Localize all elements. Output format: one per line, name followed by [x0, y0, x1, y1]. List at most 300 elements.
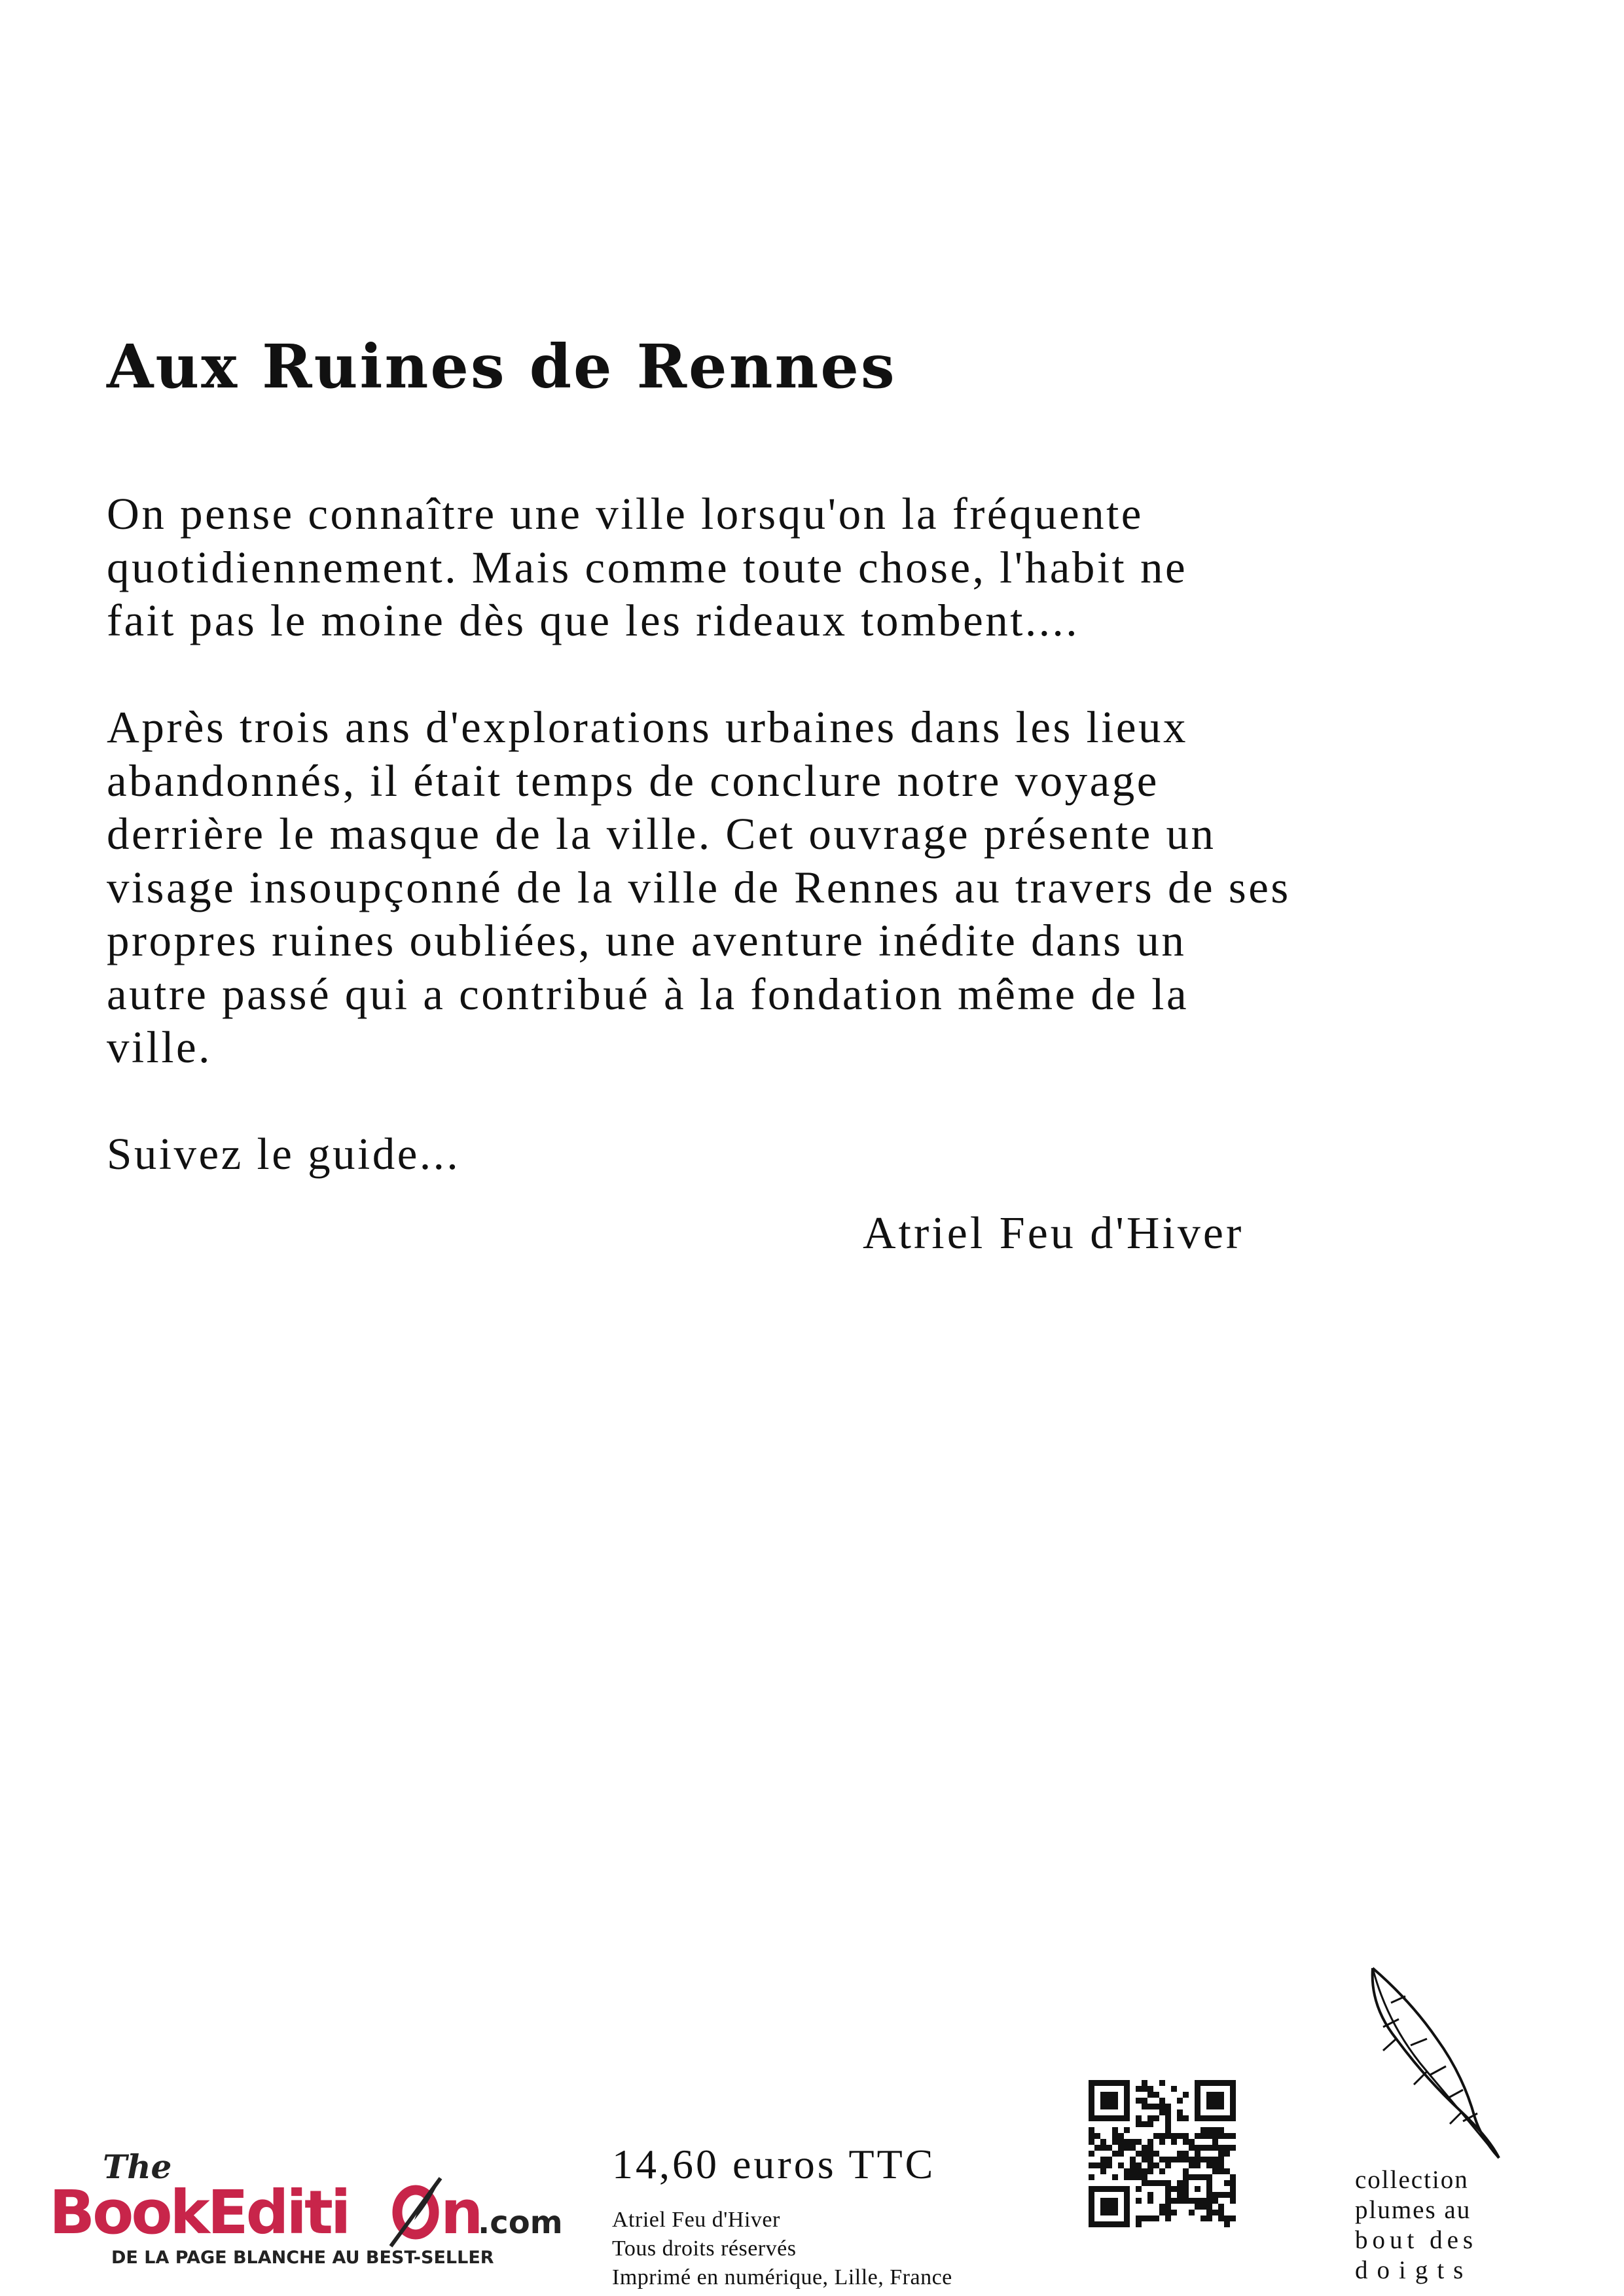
qr-module — [1183, 2174, 1189, 2180]
qr-module — [1159, 2080, 1165, 2086]
qr-module — [1147, 2192, 1153, 2198]
qr-module — [1094, 2162, 1100, 2168]
qr-module — [1136, 2121, 1142, 2127]
qr-module — [1195, 2162, 1200, 2168]
qr-module — [1218, 2204, 1224, 2210]
qr-module — [1212, 2092, 1218, 2098]
qr-module — [1206, 2127, 1212, 2133]
qr-module — [1206, 2157, 1212, 2162]
qr-module — [1230, 2104, 1236, 2109]
qr-module — [1147, 2215, 1153, 2221]
qr-module — [1153, 2115, 1159, 2121]
qr-module — [1089, 2162, 1094, 2168]
qr-module — [1195, 2174, 1200, 2180]
qr-module — [1118, 2151, 1124, 2157]
qr-module — [1124, 2127, 1130, 2133]
qr-module — [1177, 2157, 1183, 2162]
imprint-printed: Imprimé en numérique, Lille, France — [612, 2265, 952, 2289]
qr-module — [1112, 2204, 1118, 2210]
qr-module — [1195, 2157, 1200, 2162]
qr-module — [1112, 2115, 1118, 2121]
qr-module — [1218, 2115, 1224, 2121]
qr-module — [1142, 2086, 1147, 2092]
qr-module — [1118, 2162, 1124, 2168]
collection-line-1: collection — [1355, 2166, 1469, 2194]
qr-module — [1124, 2139, 1130, 2145]
qr-module — [1100, 2092, 1106, 2098]
qr-module — [1130, 2139, 1136, 2145]
qr-module — [1089, 2127, 1094, 2133]
qr-module — [1206, 2133, 1212, 2139]
qr-module — [1089, 2092, 1094, 2098]
qr-module — [1136, 2186, 1142, 2192]
logo-dotcom: .com — [478, 2204, 563, 2241]
qr-module — [1165, 2121, 1171, 2127]
qr-module — [1159, 2204, 1165, 2210]
qr-module — [1165, 2204, 1171, 2210]
blurb-paragraph-3: Suivez le guide... — [107, 1129, 461, 1179]
qr-module — [1124, 2204, 1130, 2210]
qr-module — [1183, 2180, 1189, 2186]
qr-module — [1142, 2174, 1147, 2180]
qr-module — [1124, 2198, 1130, 2204]
qr-module — [1195, 2204, 1200, 2210]
qr-module — [1106, 2157, 1112, 2162]
qr-module — [1106, 2145, 1112, 2151]
qr-module — [1089, 2080, 1094, 2086]
qr-module — [1200, 2145, 1206, 2151]
qr-module — [1165, 2180, 1171, 2186]
qr-module — [1212, 2162, 1218, 2168]
qr-module — [1212, 2210, 1218, 2215]
author-signature: Atriel Feu d'Hiver — [863, 1208, 1244, 1259]
qr-module — [1100, 2186, 1106, 2192]
qr-module — [1124, 2104, 1130, 2109]
qr-module — [1218, 2145, 1224, 2151]
qr-module — [1124, 2168, 1130, 2174]
qr-module — [1189, 2198, 1195, 2204]
qr-module — [1153, 2162, 1159, 2168]
qr-module — [1177, 2180, 1183, 2186]
qr-module — [1112, 2210, 1118, 2215]
qr-module — [1089, 2086, 1094, 2092]
qr-module — [1124, 2145, 1130, 2151]
qr-module — [1171, 2198, 1177, 2204]
qr-module — [1142, 2215, 1147, 2221]
qr-module — [1218, 2192, 1224, 2198]
qr-module — [1124, 2098, 1130, 2104]
qr-module — [1177, 2115, 1183, 2121]
qr-module — [1147, 2104, 1153, 2109]
qr-module — [1159, 2139, 1165, 2145]
qr-module — [1089, 2186, 1094, 2192]
qr-module — [1171, 2086, 1177, 2092]
qr-module — [1136, 2151, 1142, 2157]
qr-module — [1171, 2210, 1177, 2215]
qr-module — [1230, 2192, 1236, 2198]
qr-module — [1142, 2121, 1147, 2127]
qr-module — [1165, 2162, 1171, 2168]
qr-module — [1112, 2133, 1118, 2139]
qr-module — [1218, 2080, 1224, 2086]
qr-module — [1153, 2180, 1159, 2186]
qr-module — [1206, 2104, 1212, 2109]
qr-module — [1112, 2151, 1118, 2157]
qr-module — [1106, 2221, 1112, 2227]
qr-module — [1206, 2204, 1212, 2210]
qr-module — [1212, 2192, 1218, 2198]
qr-module — [1106, 2092, 1112, 2098]
qr-module — [1212, 2168, 1218, 2174]
qr-module — [1100, 2098, 1106, 2104]
qr-module — [1189, 2174, 1195, 2180]
logo-brand-book: BookEditi — [49, 2178, 349, 2248]
qr-module — [1218, 2098, 1224, 2104]
qr-module — [1165, 2210, 1171, 2215]
qr-module — [1089, 2198, 1094, 2204]
qr-module — [1195, 2198, 1200, 2204]
qr-module — [1094, 2186, 1100, 2192]
qr-module — [1230, 2086, 1236, 2092]
qr-module — [1147, 2180, 1153, 2186]
qr-module — [1136, 2098, 1142, 2104]
qr-module — [1200, 2115, 1206, 2121]
qr-module — [1230, 2215, 1236, 2221]
qr-module — [1112, 2186, 1118, 2192]
qr-module — [1112, 2221, 1118, 2227]
imprint-author: Atriel Feu d'Hiver — [612, 2208, 780, 2232]
qr-module — [1147, 2115, 1153, 2121]
qr-module — [1153, 2215, 1159, 2221]
qr-module — [1100, 2115, 1106, 2121]
qr-module — [1100, 2145, 1106, 2151]
collection-line-3: bout des — [1355, 2226, 1478, 2254]
book-title: Aux Ruines de Rennes — [107, 331, 897, 402]
qr-module — [1230, 2115, 1236, 2121]
qr-module — [1089, 2174, 1094, 2180]
qr-module — [1206, 2215, 1212, 2221]
qr-module — [1100, 2204, 1106, 2210]
qr-module — [1118, 2221, 1124, 2227]
qr-module — [1094, 2115, 1100, 2121]
qr-module — [1118, 2115, 1124, 2121]
qr-module — [1106, 2210, 1112, 2215]
qr-module — [1136, 2198, 1142, 2204]
qr-module — [1218, 2092, 1224, 2098]
qr-module — [1136, 2115, 1142, 2121]
qr-module — [1177, 2098, 1183, 2104]
imprint-rights: Tous droits réservés — [612, 2236, 797, 2261]
qr-module — [1165, 2198, 1171, 2204]
qr-module — [1224, 2151, 1230, 2157]
qr-module — [1206, 2192, 1212, 2198]
qr-module — [1206, 2210, 1212, 2215]
qr-module — [1124, 2109, 1130, 2115]
qr-module — [1224, 2168, 1230, 2174]
qr-module — [1136, 2139, 1142, 2145]
qr-module — [1106, 2080, 1112, 2086]
qr-module — [1177, 2192, 1183, 2198]
qr-module — [1100, 2210, 1106, 2215]
qr-module — [1177, 2198, 1183, 2204]
qr-module — [1218, 2162, 1224, 2168]
qr-module — [1159, 2104, 1165, 2109]
qr-module — [1165, 2133, 1171, 2139]
qr-module — [1124, 2174, 1130, 2180]
qr-module — [1124, 2210, 1130, 2215]
qr-module — [1106, 2204, 1112, 2210]
qr-module — [1106, 2162, 1112, 2168]
qr-module — [1212, 2127, 1218, 2133]
qr-module — [1206, 2198, 1212, 2204]
qr-module — [1230, 2109, 1236, 2115]
qr-module — [1189, 2210, 1195, 2215]
logo-the: The — [103, 2147, 172, 2186]
qr-module — [1147, 2121, 1153, 2127]
qr-module — [1195, 2104, 1200, 2109]
qr-module — [1130, 2168, 1136, 2174]
qr-module — [1189, 2139, 1195, 2145]
qr-module — [1124, 2221, 1130, 2227]
qr-module — [1200, 2204, 1206, 2210]
qr-module — [1112, 2198, 1118, 2204]
qr-module — [1153, 2151, 1159, 2157]
qr-module — [1089, 2133, 1094, 2139]
qr-module — [1089, 2139, 1094, 2145]
qr-module — [1136, 2174, 1142, 2180]
qr-module — [1230, 2180, 1236, 2186]
qr-module — [1165, 2215, 1171, 2221]
qr-module — [1159, 2133, 1165, 2139]
qr-module — [1118, 2186, 1124, 2192]
qr-module — [1112, 2174, 1118, 2180]
qr-module — [1224, 2192, 1230, 2198]
qr-module — [1112, 2098, 1118, 2104]
qr-module — [1124, 2186, 1130, 2192]
qr-module — [1142, 2168, 1147, 2174]
qr-module — [1136, 2162, 1142, 2168]
qr-module — [1206, 2098, 1212, 2104]
qr-module — [1147, 2139, 1153, 2145]
qr-module — [1147, 2086, 1153, 2092]
qr-module — [1212, 2133, 1218, 2139]
price: 14,60 euros TTC — [612, 2141, 936, 2187]
qr-module — [1130, 2174, 1136, 2180]
qr-module — [1106, 2115, 1112, 2121]
qr-module — [1230, 2098, 1236, 2104]
qr-module — [1224, 2080, 1230, 2086]
qr-module — [1200, 2215, 1206, 2221]
qr-module — [1165, 2192, 1171, 2198]
qr-module — [1200, 2080, 1206, 2086]
qr-code-icon — [1089, 2080, 1236, 2227]
qr-module — [1112, 2139, 1118, 2145]
qr-module — [1112, 2127, 1118, 2133]
qr-module — [1142, 2151, 1147, 2157]
qr-module — [1136, 2086, 1142, 2092]
qr-module — [1153, 2133, 1159, 2139]
qr-module — [1183, 2133, 1189, 2139]
qr-module — [1195, 2080, 1200, 2086]
qr-module — [1159, 2109, 1165, 2115]
qr-module — [1118, 2145, 1124, 2151]
qr-module — [1089, 2109, 1094, 2115]
qr-module — [1206, 2092, 1212, 2098]
qr-module — [1230, 2186, 1236, 2192]
qr-module — [1177, 2109, 1183, 2115]
qr-module — [1118, 2133, 1124, 2139]
qr-module — [1142, 2080, 1147, 2086]
qr-module — [1230, 2092, 1236, 2098]
qr-module — [1089, 2192, 1094, 2198]
qr-module — [1206, 2080, 1212, 2086]
qr-module — [1183, 2139, 1189, 2145]
qr-module — [1124, 2086, 1130, 2092]
qr-module — [1224, 2180, 1230, 2186]
back-cover-blurb — [107, 488, 1449, 1181]
collection-line-2: plumes au — [1355, 2196, 1471, 2224]
qr-module — [1212, 2104, 1218, 2109]
qr-module — [1142, 2098, 1147, 2104]
qr-module — [1183, 2151, 1189, 2157]
qr-module — [1165, 2157, 1171, 2162]
qr-module — [1218, 2127, 1224, 2133]
qr-module — [1124, 2215, 1130, 2221]
qr-module — [1206, 2186, 1212, 2192]
qr-module — [1195, 2133, 1200, 2139]
qr-module — [1124, 2192, 1130, 2198]
imprint-block — [612, 2206, 952, 2292]
qr-module — [1218, 2215, 1224, 2221]
qr-module — [1218, 2168, 1224, 2174]
qr-module — [1230, 2198, 1236, 2204]
qr-module — [1118, 2139, 1124, 2145]
qr-module — [1089, 2221, 1094, 2227]
qr-module — [1206, 2174, 1212, 2180]
qr-module — [1183, 2192, 1189, 2198]
qr-module — [1106, 2186, 1112, 2192]
qr-module — [1212, 2098, 1218, 2104]
qr-module — [1100, 2080, 1106, 2086]
qr-module — [1142, 2157, 1147, 2162]
qr-module — [1171, 2133, 1177, 2139]
qr-module — [1124, 2080, 1130, 2086]
qr-module — [1100, 2198, 1106, 2204]
qr-module — [1089, 2210, 1094, 2215]
qr-module — [1224, 2115, 1230, 2121]
qr-module — [1094, 2221, 1100, 2227]
qr-module — [1230, 2080, 1236, 2086]
qr-module — [1212, 2198, 1218, 2204]
qr-module — [1100, 2162, 1106, 2168]
qr-module — [1106, 2104, 1112, 2109]
qr-module — [1183, 2198, 1189, 2204]
qr-module — [1206, 2145, 1212, 2151]
qr-module — [1106, 2198, 1112, 2204]
qr-module — [1112, 2092, 1118, 2098]
collection-line-4: doigts — [1355, 2256, 1473, 2284]
qr-module — [1224, 2221, 1230, 2227]
qr-module — [1147, 2092, 1153, 2098]
qr-module — [1177, 2151, 1183, 2157]
qr-module — [1136, 2221, 1142, 2227]
qr-module — [1206, 2115, 1212, 2121]
qr-module — [1147, 2151, 1153, 2157]
feather-quill-icon — [1365, 1967, 1502, 2163]
qr-module — [1171, 2186, 1177, 2192]
qr-module — [1200, 2157, 1206, 2162]
qr-module — [1189, 2145, 1195, 2151]
qr-module — [1171, 2139, 1177, 2145]
qr-module — [1183, 2157, 1189, 2162]
qr-module — [1142, 2104, 1147, 2109]
qr-module — [1112, 2104, 1118, 2109]
qr-module — [1100, 2157, 1106, 2162]
qr-module — [1130, 2157, 1136, 2162]
qr-module — [1159, 2157, 1165, 2162]
logo-tagline: DE LA PAGE BLANCHE AU BEST-SELLER — [111, 2248, 494, 2268]
blurb-paragraph-2: Après trois ans d'explorations urbaines dans les lieux abandonnés, il était temps de conclure notre voyage derrière le masque de la ville. Cet ouvrage présente un visage insoupçonné de la ville de Rennes au travers de ses propres ruines oubliées, une aventure inédite dans un autre passé qui a contribué à la fondation même de la ville. — [107, 702, 1291, 1072]
qr-module — [1153, 2104, 1159, 2109]
qr-module — [1218, 2133, 1224, 2139]
qr-module — [1118, 2080, 1124, 2086]
qr-module — [1230, 2145, 1236, 2151]
qr-module — [1089, 2215, 1094, 2221]
qr-module — [1100, 2221, 1106, 2227]
qr-module — [1100, 2168, 1106, 2174]
qr-module — [1147, 2145, 1153, 2151]
qr-module — [1136, 2168, 1142, 2174]
qr-module — [1165, 2104, 1171, 2109]
qr-module — [1206, 2180, 1212, 2186]
qr-module — [1224, 2133, 1230, 2139]
qr-module — [1218, 2210, 1224, 2215]
qr-module — [1218, 2104, 1224, 2109]
qr-module — [1230, 2174, 1236, 2180]
qr-module — [1100, 2104, 1106, 2109]
qr-module — [1183, 2186, 1189, 2192]
qr-module — [1147, 2162, 1153, 2168]
qr-module — [1106, 2098, 1112, 2104]
qr-module — [1183, 2092, 1189, 2098]
qr-module — [1094, 2080, 1100, 2086]
qr-module — [1112, 2080, 1118, 2086]
collection-name — [1355, 2165, 1519, 2286]
qr-module — [1177, 2133, 1183, 2139]
qr-module — [1195, 2098, 1200, 2104]
qr-module — [1089, 2204, 1094, 2210]
qr-module — [1200, 2174, 1206, 2180]
qr-module — [1124, 2115, 1130, 2121]
qr-module — [1212, 2139, 1218, 2145]
qr-module — [1195, 2092, 1200, 2098]
qr-module — [1159, 2210, 1165, 2215]
qr-module — [1206, 2162, 1212, 2168]
publisher-logo — [49, 2140, 573, 2271]
qr-module — [1224, 2215, 1230, 2221]
qr-module — [1147, 2157, 1153, 2162]
qr-module — [1159, 2168, 1165, 2174]
qr-module — [1130, 2162, 1136, 2168]
blurb-paragraph-1: On pense connaître une ville lorsqu'on la fréquente quotidiennement. Mais comme toute chose, l'habit ne fait pas le moine dès que les rideaux tombent.... — [107, 489, 1188, 645]
feather-o-icon — [391, 2178, 441, 2246]
qr-module — [1089, 2104, 1094, 2109]
qr-module — [1224, 2145, 1230, 2151]
qr-module — [1165, 2115, 1171, 2121]
qr-module — [1089, 2098, 1094, 2104]
qr-module — [1089, 2115, 1094, 2121]
qr-module — [1189, 2157, 1195, 2162]
